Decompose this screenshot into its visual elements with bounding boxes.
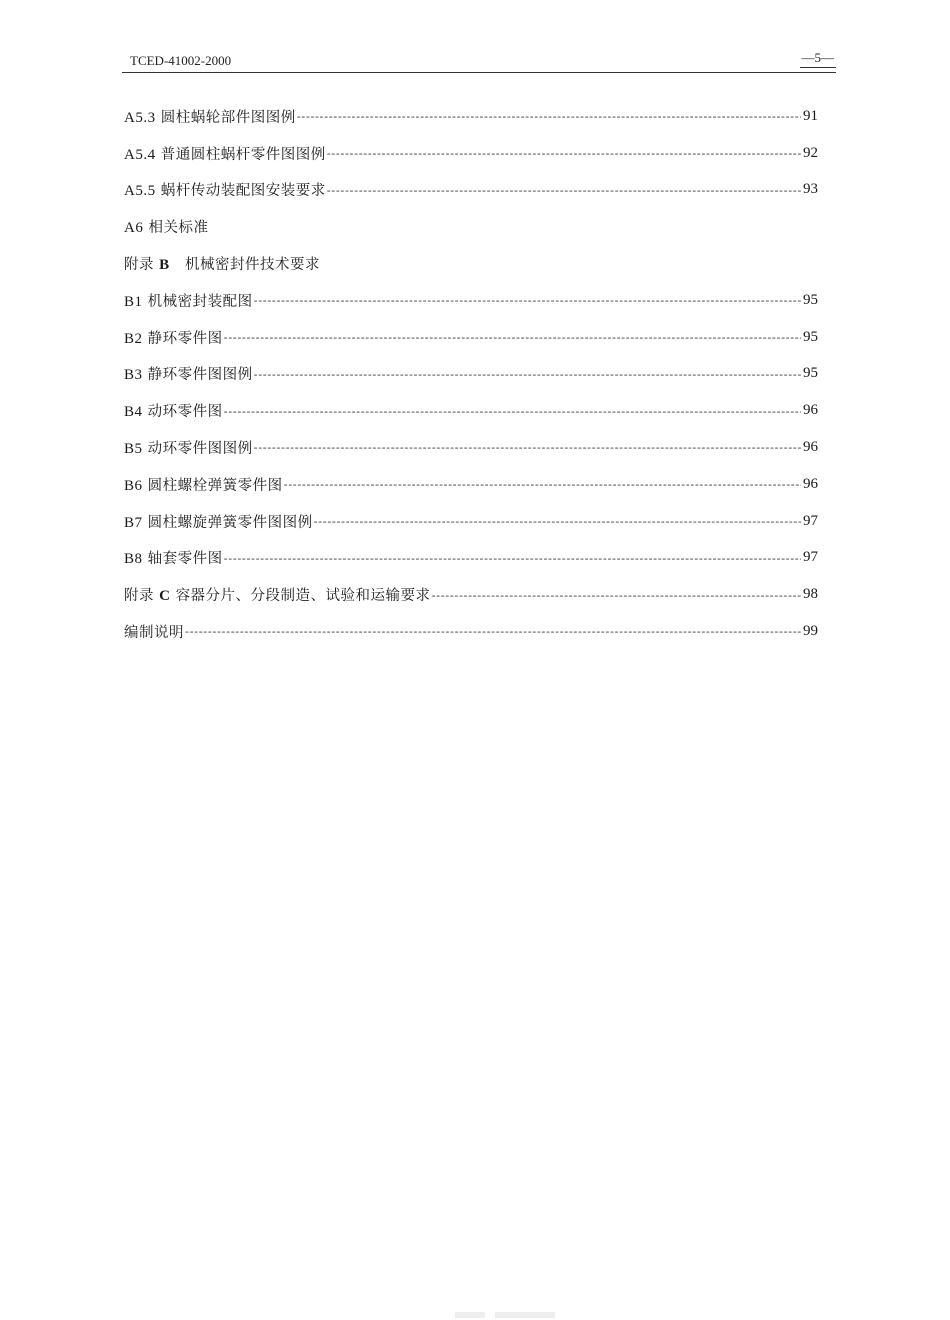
toc-page-number: 96 bbox=[803, 439, 818, 456]
toc-entry-label: A5.5 蜗杆传动装配图安装要求 bbox=[124, 183, 326, 200]
page-number: —5— bbox=[800, 50, 837, 68]
toc-entry-b3[interactable] bbox=[124, 356, 818, 393]
dot-leader bbox=[185, 624, 801, 638]
toc-page-number: 97 bbox=[803, 549, 818, 566]
toc-entry-label: B2 静环零件图 bbox=[124, 330, 223, 347]
dot-leader bbox=[254, 293, 801, 307]
toc-entry-label: B4 动环零件图 bbox=[124, 404, 223, 421]
page-number-value: 5 bbox=[814, 50, 821, 65]
toc-page-number: 92 bbox=[803, 144, 818, 161]
toc-entry-label: B7 圆柱螺旋弹簧零件图图例 bbox=[124, 514, 313, 531]
table-of-contents bbox=[124, 98, 818, 650]
dot-leader bbox=[224, 330, 801, 344]
toc-entry-label: A6 相关标准 bbox=[124, 220, 209, 237]
toc-entry-a5-4[interactable] bbox=[124, 135, 818, 172]
toc-page-number: 96 bbox=[803, 402, 818, 419]
toc-entry-b1[interactable] bbox=[124, 282, 818, 319]
dot-leader bbox=[327, 146, 801, 160]
toc-page-number: 95 bbox=[803, 365, 818, 382]
toc-entry-b4[interactable] bbox=[124, 392, 818, 429]
toc-entry-b6[interactable] bbox=[124, 466, 818, 503]
toc-entry-a5-3[interactable] bbox=[124, 98, 818, 135]
toc-entry-label: A5.4 普通圆柱蜗杆零件图图例 bbox=[124, 146, 326, 163]
toc-entry-label: A5.3 圆柱蜗轮部件图图例 bbox=[124, 109, 296, 126]
page-header bbox=[122, 50, 836, 73]
dot-leader bbox=[254, 440, 801, 454]
footer-watermark bbox=[455, 1312, 555, 1318]
dot-leader bbox=[432, 588, 801, 602]
dot-leader bbox=[254, 367, 801, 381]
toc-appendix-c[interactable] bbox=[124, 576, 818, 613]
toc-entry-b8[interactable] bbox=[124, 540, 818, 577]
toc-entry-label: 编制说明 bbox=[124, 625, 184, 642]
toc-page-number: 97 bbox=[803, 512, 818, 529]
toc-appendix-b[interactable] bbox=[124, 245, 818, 282]
toc-page-number: 91 bbox=[803, 107, 818, 124]
toc-entry-label: B3 静环零件图图例 bbox=[124, 367, 253, 384]
dot-leader bbox=[297, 109, 801, 123]
toc-page-number: 95 bbox=[803, 291, 818, 308]
dot-leader bbox=[224, 551, 801, 565]
dot-leader bbox=[224, 404, 801, 418]
toc-entry-notes[interactable] bbox=[124, 613, 818, 650]
toc-page-number: 98 bbox=[803, 586, 818, 603]
toc-entry-b7[interactable] bbox=[124, 503, 818, 540]
document-code: TCED-41002-2000 bbox=[130, 53, 232, 68]
toc-entry-label: B5 动环零件图图例 bbox=[124, 441, 253, 458]
toc-entry-a5-5[interactable] bbox=[124, 172, 818, 209]
toc-entry-label: B8 轴套零件图 bbox=[124, 551, 223, 568]
toc-page-number: 96 bbox=[803, 475, 818, 492]
dot-leader bbox=[314, 514, 801, 528]
toc-entry-label: 附录 B 机械密封件技术要求 bbox=[124, 257, 320, 274]
dot-leader bbox=[327, 183, 801, 197]
toc-page-number: 93 bbox=[803, 181, 818, 198]
dot-leader bbox=[284, 477, 801, 491]
toc-entry-b2[interactable] bbox=[124, 319, 818, 356]
toc-entry-b5[interactable] bbox=[124, 429, 818, 466]
toc-entry-a6[interactable] bbox=[124, 208, 818, 245]
toc-entry-label: B1 机械密封装配图 bbox=[124, 293, 253, 310]
toc-entry-label: 附录 C 容器分片、分段制造、试验和运输要求 bbox=[124, 588, 431, 605]
toc-entry-label: B6 圆柱螺栓弹簧零件图 bbox=[124, 477, 283, 494]
toc-page-number: 95 bbox=[803, 328, 818, 345]
toc-page-number: 99 bbox=[803, 623, 818, 640]
